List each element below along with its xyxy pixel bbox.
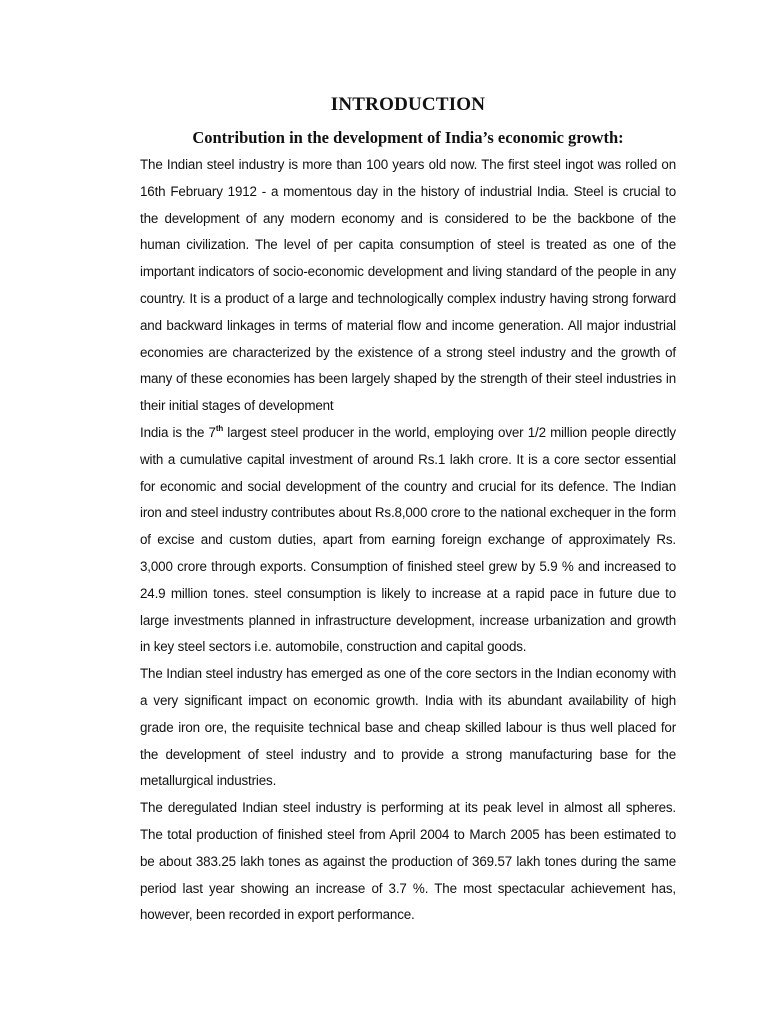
ordinal-superscript: th <box>215 423 224 433</box>
section-subtitle: Contribution in the development of India’s economic growth: <box>192 128 624 147</box>
page-title: INTRODUCTION <box>330 94 486 115</box>
paragraph-producer-rank <box>140 420 676 661</box>
paragraph-history: The Indian steel industry is more than 100 years old now. The first steel ingot was rolled on 16th February 1912 - a momentous day in the history of industrial India. Steel is crucial to the development of any modern economy and is considered to be the backbone of the human civilization. The level of per capita consumption of steel is treated as one of the important indicators of socio-economic development and living standard of the people in any country. It is a product of a large and technologically complex industry having strong forward and backward linkages in terms of material flow and income generation. All major industrial economies are characterized by the existence of a strong steel industry and the growth of many of these economies has been largely shaped by the strength of their steel industries in their initial stages of development <box>140 157 676 414</box>
paragraph-producer-rank-rest: largest steel producer in the world, employing over 1/2 million people directly with a cumulative capital investment of around Rs.1 lakh crore. It is a core sector essential for economic and social development of the country and crucial for its defence. The Indian iron and steel industry contributes about Rs.8,000 crore to the national exchequer in the form of excise and custom duties, apart from earning foreign exchange of approximately Rs. 3,000 crore through exports. Consumption of finished steel grew by 5.9 % and increased to 24.9 million tones. steel consumption is likely to increase at a rapid pace in future due to large investments planned in infrastructure development, increase urbanization and growth in key steel sectors i.e. automobile, construction and capital goods. <box>140 424 676 655</box>
document-page <box>140 92 676 929</box>
paragraph-core-sector: The Indian steel industry has emerged as one of the core sectors in the Indian economy with a very significant impact on economic growth. India with its abundant availability of high grade iron ore, the requisite technical base and cheap skilled labour is thus well placed for the development of steel industry and to provide a strong manufacturing base for the metallurgical industries. <box>140 666 676 789</box>
paragraph-production: The deregulated Indian steel industry is performing at its peak level in almost all spheres. The total production of finished steel from April 2004 to March 2005 has been estimated to be about 383.25 lakh tones as against the production of 369.57 lakh tones during the same period last year showing an increase of 3.7 %. The most spectacular achievement has, however, been recorded in export performance. <box>140 800 676 923</box>
paragraph-producer-rank-start: India is the 7 <box>140 424 216 440</box>
